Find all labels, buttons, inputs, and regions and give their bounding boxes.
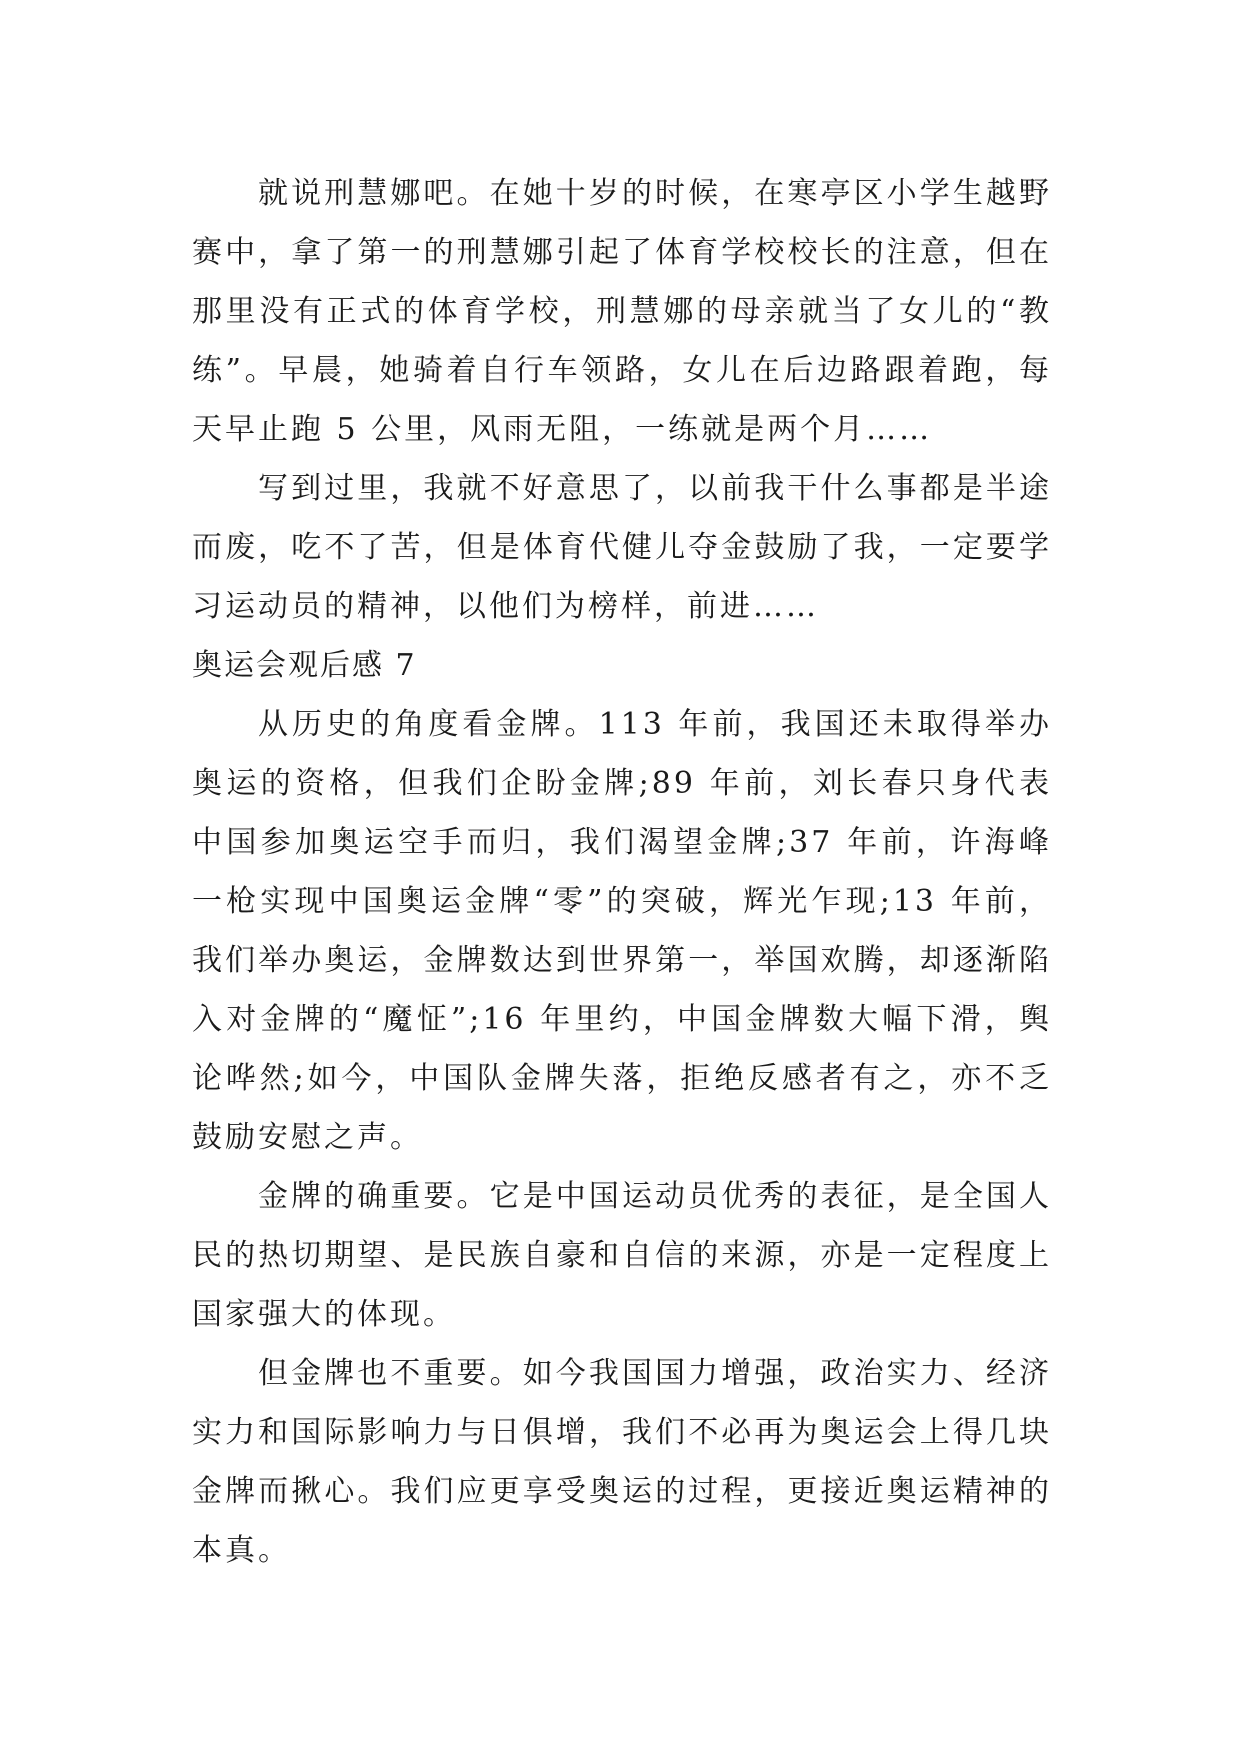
paragraph-history-of-gold: 从历史的角度看金牌。113 年前，我国还未取得举办奥运的资格，但我们企盼金牌;89 年前，刘长春只身代表中国参加奥运空手而归，我们渴望金牌;37 年前，许海峰一枪实现中国奥运金牌“零”的突破，辉光乍现;13 年前，我们举办奥运，金牌数达到世界第一，举国欢腾，却逐渐陷入对金牌的“魔怔”;16 年里约，中国金牌数大幅下滑，舆论哗然;如今，中国队金牌失落，拒绝反感者有之，亦不乏鼓励安慰之声。 <box>192 707 1052 1155</box>
paragraph-gold-not-important: 但金牌也不重要。如今我国国力增强，政治实力、经济实力和国际影响力与日俱增，我们不必再为奥运会上得几块金牌而揪心。我们应更享受奥运的过程，更接近奥运精神的本真。 <box>192 1356 1052 1568</box>
section-heading: 奥运会观后感 7 <box>192 648 417 683</box>
paragraph-gold-important: 金牌的确重要。它是中国运动员优秀的表征，是全国人民的热切期望、是民族自豪和自信的来源，亦是一定程度上国家强大的体现。 <box>192 1179 1052 1332</box>
document-page <box>192 164 1052 1580</box>
paragraph-xing-huina: 就说刑慧娜吧。在她十岁的时候，在寒亭区小学生越野赛中，拿了第一的刑慧娜引起了体育学校校长的注意，但在那里没有正式的体育学校，刑慧娜的母亲就当了女儿的“教练”。早晨，她骑着自行车领路，女儿在后边路跟着跑，每天早止跑 5 公里，风雨无阻，一练就是两个月…… <box>192 176 1052 447</box>
paragraph-reflection: 写到过里，我就不好意思了，以前我干什么事都是半途而废，吃不了苦，但是体育代健儿夺金鼓励了我，一定要学习运动员的精神，以他们为榜样，前进…… <box>192 471 1052 624</box>
